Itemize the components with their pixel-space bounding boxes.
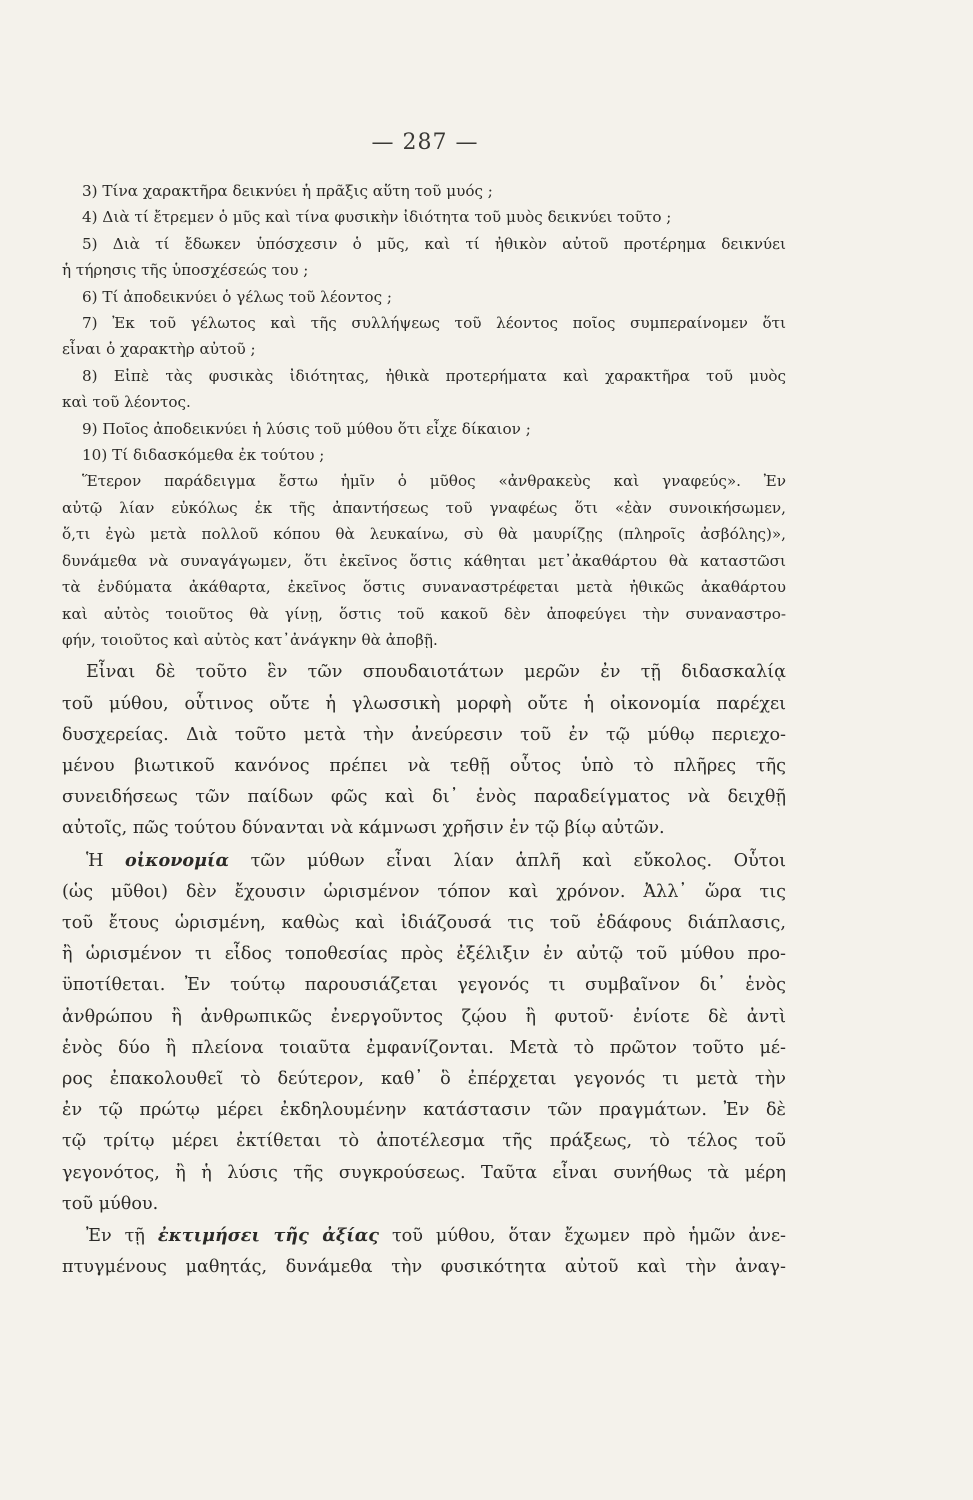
paragraph-line: τοῦ μύθου.: [62, 1193, 159, 1214]
question-8-line-2: καὶ τοῦ λέοντος.: [62, 393, 191, 412]
paragraph-line: ρος ἐπακολουθεῖ τὸ δεύτερον, καθ᾽ ὃ ἐπέρχεται γεγονός τι μετὰ τὴν: [62, 1068, 786, 1089]
paragraph-line: (ὡς μῦθοι) δὲν ἔχουσιν ὡρισμένον τόπον καὶ χρόνον. Ἀλλ᾽ ὥρα τις: [62, 881, 786, 902]
paragraph-line: αὐτοῖς, πῶς τούτου δύνανται νὰ κάμνωσι χρῆσιν ἐν τῷ βίῳ αὐτῶν.: [62, 818, 665, 839]
example-line: δυνάμεθα νὰ συναγάγωμεν, ὅτι ἐκεῖνος ὅστις κάθηται μετ᾽ἀκαθάρτου θὰ καταστῶσι: [62, 551, 786, 570]
paragraph-line: τοῦ μύθου, οὗτινος οὔτε ἡ γλωσσικὴ μορφὴ οὔτε ἡ οἰκονομία παρέχει: [62, 693, 786, 714]
paragraph-line: Εἶναι δὲ τοῦτο ἓν τῶν σπουδαιοτάτων μερῶν ἐν τῇ διδασκαλίᾳ: [86, 662, 786, 683]
paragraph-line: πτυγμένους μαθητάς, δυνάμεθα τὴν φυσικότητα αὐτοῦ καὶ τὴν ἀναγ-: [62, 1257, 786, 1278]
question-7-line-2: εἶναι ὁ χαρακτὴρ αὐτοῦ ;: [62, 340, 256, 359]
paragraph-line: μένου βιωτικοῦ κανόνος πρέπει νὰ τεθῇ οὗτος ὑπὸ τὸ πλῆρες τῆς: [62, 755, 786, 776]
question-5-line-1: 5) Διὰ τί ἔδωκεν ὑπόσχεσιν ὁ μῦς, καὶ τί ἠθικὸν αὐτοῦ προτέρημα δεικνύει: [82, 234, 786, 253]
question-9: 9) Ποῖος ἀποδεικνύει ἡ λύσις τοῦ μύθου ὅτι εἶχε δίκαιον ;: [82, 419, 531, 438]
paragraph-line: ἐν τῷ πρώτῳ μέρει ἐκδηλουμένην κατάστασιν τῶν πραγμάτων. Ἐν δὲ: [62, 1100, 786, 1121]
paragraph-line: γεγονότος, ἢ ἡ λύσις τῆς συγκρούσεως. Ταῦτα εἶναι συνήθως τὰ μέρη: [62, 1162, 786, 1183]
paragraph-line: ἑνὸς δύο ἢ πλείονα τοιαῦτα ἐμφανίζονται. Μετὰ τὸ πρῶτον τοῦτο μέ-: [62, 1037, 786, 1058]
term-ektimisei-tis-axias: ἐκτιμήσει τῆς ἀξίας: [157, 1224, 379, 1246]
paragraph-3: [62, 1220, 786, 1283]
paragraph-3-first-rest: τοῦ μύθου, ὅταν ἔχωμεν πρὸ ἡμῶν ἀνε-: [391, 1225, 786, 1246]
question-list: [62, 178, 786, 468]
paragraph-line: [62, 845, 786, 877]
paragraph-line: δυσχερείας. Διὰ τοῦτο μετὰ τὴν ἀνεύρεσιν τοῦ ἐν τῷ μύθῳ περιεχο-: [62, 724, 786, 745]
paragraph-line: τοῦ ἔτους ὡρισμένη, καθὼς καὶ ἰδιάζουσά τις τοῦ ἐδάφους διάπλασις,: [62, 912, 786, 933]
paragraph-3-prefix: Ἐν τῇ: [86, 1225, 145, 1246]
question-5-line-2: ἡ τήρησις τῆς ὑποσχέσεώς του ;: [62, 261, 309, 280]
question-3: 3) Τίνα χαρακτῆρα δεικνύει ἡ πρᾶξις αὕτη τοῦ μυός ;: [82, 182, 493, 200]
example-line: τὰ ἐνδύματα ἀκάθαρτα, ἐκεῖνος ὅστις συναναστρέφεται μετὰ ἠθικῶς ἀκαθάρτου: [62, 578, 786, 597]
paragraph-line: ἀνθρώπου ἢ ἀνθρωπικῶς ἐνεργοῦντος ζῴου ἢ φυτοῦ· ἐνίοτε δὲ ἀντὶ: [62, 1006, 786, 1027]
paragraph-2-prefix: Ἡ: [86, 850, 104, 871]
example-line: φήν, τοιοῦτος καὶ αὐτὸς κατ᾽ἀνάγκην θὰ ἀποβῇ.: [62, 630, 438, 649]
paragraph-line: ϋποτίθεται. Ἐν τούτῳ παρουσιάζεται γεγονός τι συμβαῖνον δι᾽ ἑνὸς: [62, 975, 786, 996]
paragraph-2-first-rest: τῶν μύθων εἶναι λίαν ἁπλῆ καὶ εὔκολος. Οὗτοι: [250, 850, 786, 871]
example-paragraph: [62, 468, 786, 653]
page-text: [62, 178, 786, 1283]
page-number: — 287 —: [371, 130, 479, 155]
paragraph-1: [62, 657, 786, 844]
paragraph-2: [62, 845, 786, 1220]
example-line: ὅ,τι ἐγὼ μετὰ πολλοῦ κόπου θὰ λευκαίνω, σὺ θὰ μαυρίζῃς (πληροῖς ἀσβόλης)»,: [62, 525, 786, 544]
example-line: καὶ αὐτὸς τοιοῦτος θὰ γίνῃ, ὅστις τοῦ κακοῦ δὲν ἀποφεύγει τὴν συναναστρο-: [62, 604, 786, 623]
paragraph-line: [62, 1220, 786, 1252]
paragraph-line: τῷ τρίτῳ μέρει ἐκτίθεται τὸ ἀποτέλεσμα τῆς πράξεως, τὸ τέλος τοῦ: [62, 1131, 786, 1152]
question-6: 6) Τί ἀποδεικνύει ὁ γέλως τοῦ λέοντος ;: [82, 287, 393, 306]
question-8-line-1: 8) Εἰπὲ τὰς φυσικὰς ἰδιότητας, ἠθικὰ προτερήματα καὶ χαρακτῆρα τοῦ μυὸς: [82, 366, 786, 385]
question-7-line-1: 7) Ἐκ τοῦ γέλωτος καὶ τῆς συλλήψεως τοῦ λέοντος ποῖος συμπεραίνομεν ὅτι: [82, 314, 786, 333]
paragraph-line: ἢ ὡρισμένον τι εἶδος τοποθεσίας πρὸς ἐξέλιξιν ἐν αὐτῷ τοῦ μύθου προ-: [62, 944, 786, 965]
question-4: 4) Διὰ τί ἔτρεμεν ὁ μῦς καὶ τίνα φυσικὴν ἰδιότητα τοῦ μυὸς δεικνύει τοῦτο ;: [82, 208, 672, 227]
paragraph-line: συνειδήσεως τῶν παίδων φῶς καὶ δι᾽ ἑνὸς παραδείγματος νὰ δειχθῇ: [62, 787, 786, 808]
term-oikonomia: οἰκονομία: [125, 849, 230, 871]
example-line: Ἕτερον παράδειγμα ἔστω ἡμῖν ὁ μῦθος «ἀνθρακεὺς καὶ γναφεύς». Ἐν: [82, 472, 786, 491]
question-10: 10) Τί διδασκόμεθα ἐκ τούτου ;: [82, 446, 325, 465]
example-line: αὐτῷ λίαν εὐκόλως ἐκ τῆς ἀπαντήσεως τοῦ γναφέως ὅτι «ἐὰν συνοικήσωμεν,: [62, 498, 786, 517]
